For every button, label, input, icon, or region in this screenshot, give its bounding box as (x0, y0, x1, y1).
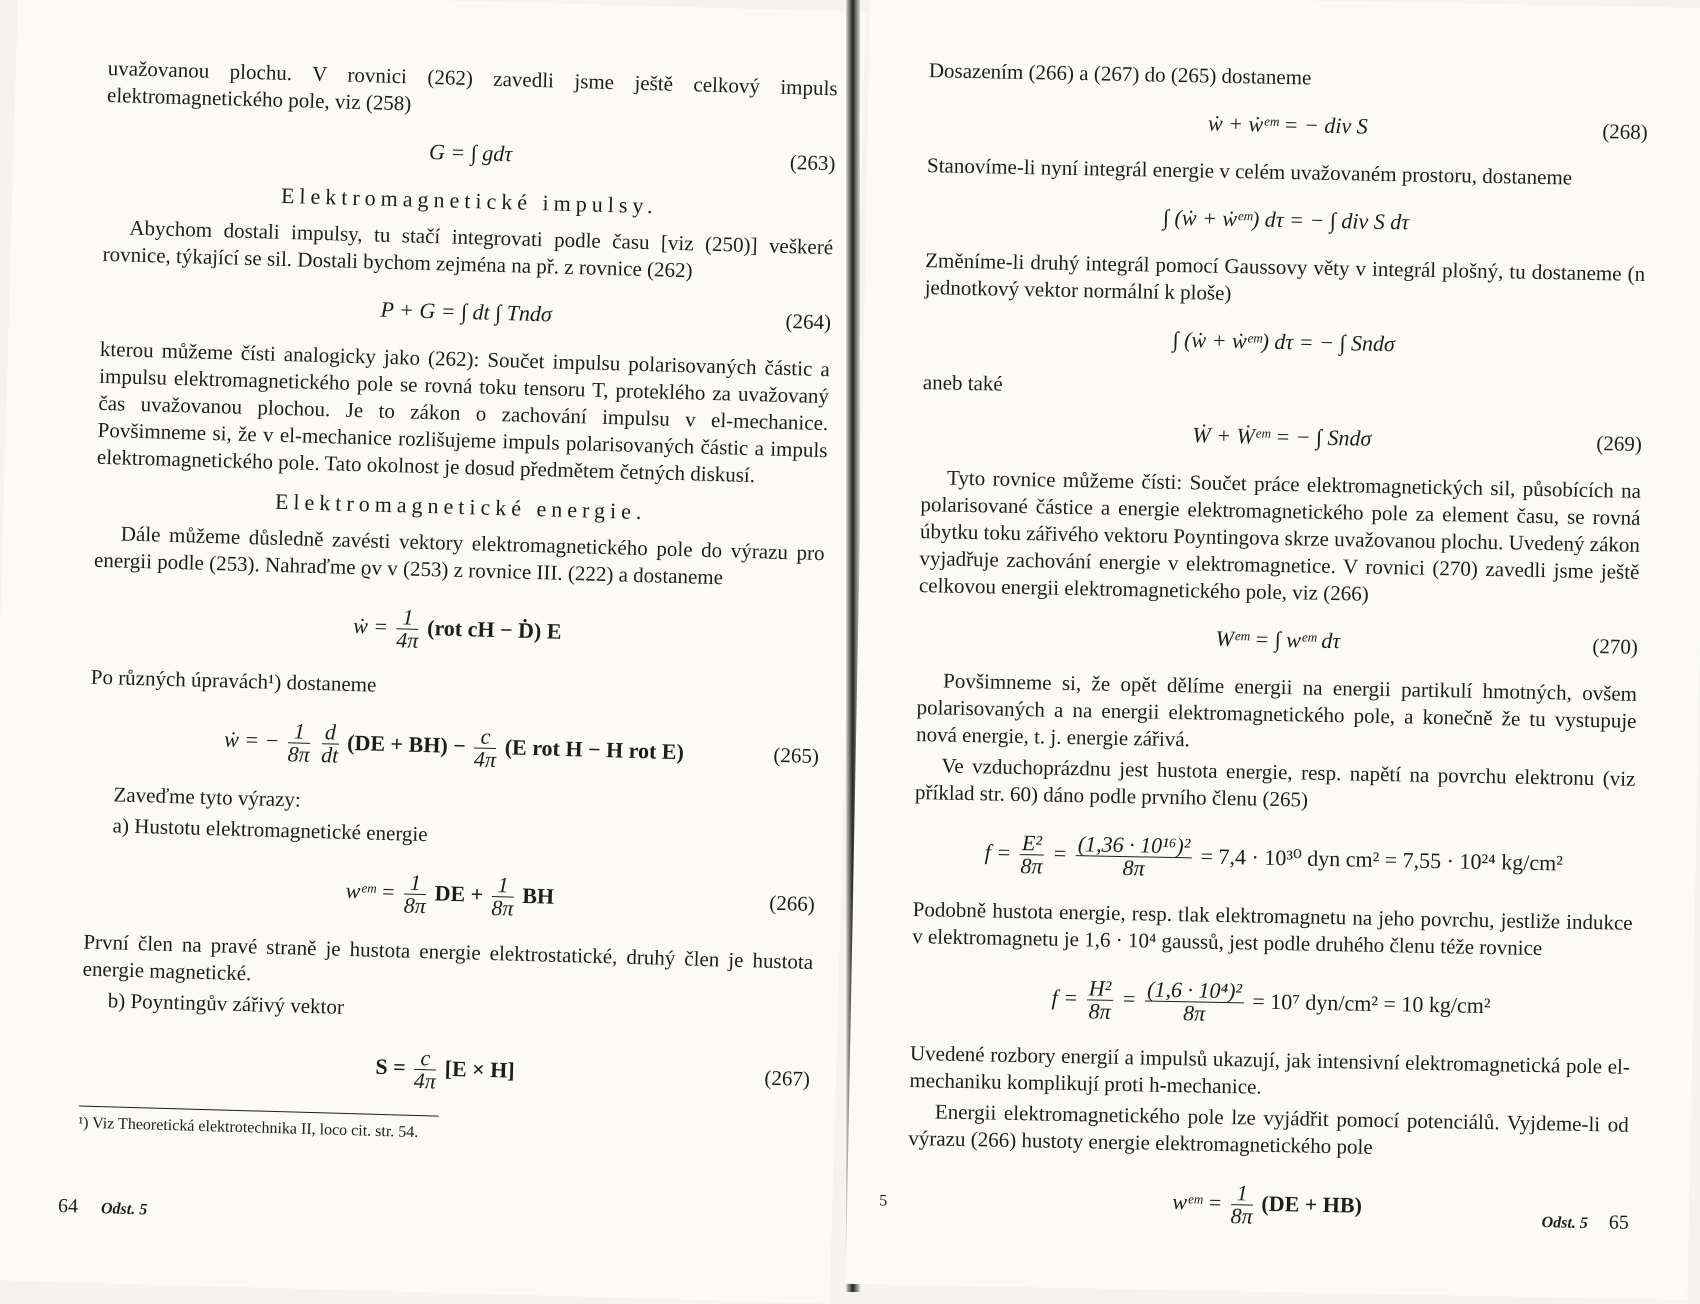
page-number: 65 (1608, 1211, 1630, 1234)
paragraph: Podobně hustota energie, resp. tlak elektromagnetu na jeho povrchu, jestliže indukce v elektromagnetu je 1,6 · 10⁴ gaussů, jest podle druhého členu téže rovnice (912, 897, 1633, 961)
paragraph: Dosazením (266) a (267) do (265) dostaneme (928, 58, 1312, 90)
denominator: 4π (473, 746, 497, 773)
right-page-content (906, 57, 1649, 1256)
denominator: 8π (1020, 853, 1043, 879)
signature-mark: 5 (878, 1192, 888, 1210)
paragraph: b) Poyntingův zářivý vektor (107, 988, 345, 1019)
equation-number: (268) (1602, 119, 1649, 144)
numerator: 1 (492, 874, 515, 898)
equation-part: (DE + HB) (1261, 1190, 1363, 1218)
fraction (1086, 975, 1113, 1025)
equation-body: P + G = ∫ dt ∫ Tndσ (380, 296, 553, 327)
section-heading: Elektromagnetické energie. (274, 488, 647, 525)
equation-part: ẇ = (352, 613, 389, 639)
equation-part: BH (521, 882, 555, 909)
equation-269 (922, 408, 1643, 466)
equation-part: wᵉᵐ = (1172, 1189, 1223, 1216)
denominator: 8π (491, 895, 514, 922)
equation-part: = 7,4 · 10³⁰ dyn cm² = 7,55 · 10²⁴ kg/cm² (1200, 843, 1564, 876)
fraction (491, 874, 514, 920)
numerator: 1 (1231, 1183, 1253, 1206)
equation-number: (265) (773, 742, 820, 769)
paragraph: kterou můžeme čísti analogicky jako (262): Součet impulsu polarisovaných částic a impulsu elektromagnetického pole se rovná toku tensoru T, proteklého za uvažovaný čas uvažovanou plochou. Je to zákon o zachování impulsu v el-mechanice. Povšimneme si, že v el-mechanice rozlišujeme impuls polarisovaných částic a impuls elektromagnetického pole. Tato okolnost je dosud předmětem četných diskusí. (96, 336, 831, 488)
denominator: 8π (403, 892, 427, 919)
equation-energy-integral (926, 191, 1647, 249)
numerator: E² (1021, 830, 1043, 856)
equation-part: ẇ = − (223, 726, 280, 754)
denominator: 8π (1182, 1000, 1206, 1027)
denominator: 4π (413, 1068, 437, 1094)
equation-body: Ẇ + Ẇᵉᵐ = − ∫ Sndσ (1192, 422, 1372, 451)
equation-body: G = ∫ gdτ (428, 138, 513, 167)
equation-part: = 10⁷ dyn/cm² = 10 kg/cm² (1252, 988, 1491, 1019)
equation-number: (266) (768, 890, 816, 917)
fraction (1230, 1180, 1253, 1230)
left-page-content (78, 55, 838, 1155)
equation-270 (918, 611, 1639, 669)
fraction (474, 726, 497, 772)
equation-265 (88, 703, 820, 789)
paragraph: Po různých úpravách¹) dostaneme (90, 664, 377, 697)
numerator: 1 (397, 607, 420, 631)
equation-part: f = (984, 839, 1012, 865)
equation-263 (105, 121, 836, 185)
page-footer (58, 1195, 148, 1220)
fraction (395, 604, 419, 654)
equation-264 (101, 280, 832, 344)
equation-part: S = (375, 1053, 407, 1080)
paragraph: Abychom dostali impulsy, tu stačí integrovati podle času [viz (250)] veškeré rovnice, týkající se sil. Dostali bychom zejména na př. z rovnice (262) (102, 215, 834, 283)
equation-part: [E × H] (444, 1055, 516, 1083)
equation-number: (267) (764, 1065, 811, 1091)
numerator: 1 (288, 721, 311, 745)
footnote: ¹) Viz Theoretická elektrotechnika II, loco cit. str. 54. (78, 1114, 419, 1142)
numerator: d (322, 722, 340, 745)
equation-body: Wᵉᵐ = ∫ wᵉᵐ dτ (1215, 625, 1341, 654)
equation-266 (84, 851, 816, 937)
equation-number: (263) (789, 150, 836, 176)
denominator: dt (320, 742, 339, 769)
equation-number: (264) (785, 308, 832, 335)
equation-energy-density (907, 1164, 1628, 1244)
equation-w-dot (92, 586, 824, 672)
equation-267 (79, 1026, 811, 1112)
paragraph: Ve vzduchoprázdnu jest hustota energie, resp. napětí na povrchu elektronu (viz příklad str. 60) dáno podle prvního členu (265) (914, 753, 1636, 812)
equation-magnet-pressure (910, 962, 1631, 1042)
equation-part: DE + (434, 880, 484, 907)
paragraph: Stanovíme-li nyní integrál energie v celém uvažovaném prostoru, dostaneme (926, 153, 1573, 190)
fraction (404, 872, 427, 918)
denominator: 8π (1122, 855, 1145, 881)
denominator: 4π (395, 627, 419, 654)
right-page (846, 0, 1700, 1300)
equation-268 (928, 96, 1649, 154)
page-number: 64 (57, 1195, 79, 1218)
paragraph: První člen na pravé straně je hustota energie elektrostatické, druhý člen je hustota energie magnetické. (82, 929, 814, 986)
equation-part: f = (1051, 984, 1079, 1011)
equation-body: ∫ (ẇ + ẇᵉᵐ) dτ = − ∫ div S dτ (1162, 204, 1410, 235)
paragraph: uvažovanou plochu. V rovnici (262) zavedli jsme ještě celkový impuls elektromagnetického pole, viz (258) (106, 55, 838, 116)
fraction (1144, 976, 1244, 1027)
equation-electron-pressure (913, 818, 1634, 898)
denominator: 8π (1088, 998, 1111, 1025)
paragraph: Povšimneme si, že opět dělíme energii na energii partikulí hmotných, ovšem polarisovaných a na energii elektromagnetického pole, a konečně že tu vystupuje nová energie, t. j. energie zářivá. (915, 668, 1638, 752)
fraction (287, 718, 311, 768)
equation-part: wᵉᵐ = (345, 877, 397, 905)
numerator: H² (1088, 975, 1112, 1002)
denominator: 8π (287, 741, 311, 768)
numerator: 1 (404, 872, 427, 896)
equation-number: (270) (1592, 634, 1639, 659)
denominator: 8π (1230, 1203, 1253, 1230)
paragraph: aneb také (922, 370, 1003, 396)
numerator: (1,36 · 10¹⁶)² (1077, 831, 1191, 859)
equation-body: ẇ + ẇᵉᵐ = − div S (1207, 110, 1368, 139)
equation-part: = (1121, 986, 1137, 1012)
section-heading: Elektromagnetické impulsy. (280, 182, 658, 219)
numerator: c (414, 1047, 437, 1071)
paragraph: Dále můžeme důsledně zavésti vektory elektromagnetického pole do výrazu pro energii podle (253). Nahraďme ϱv v (253) z rovnice III. (222) a dostaneme (93, 521, 825, 590)
fraction (1075, 831, 1192, 881)
equation-gauss (923, 313, 1644, 371)
numerator: c (474, 726, 497, 750)
paragraph: Energii elektromagnetického pole lze vyjádřit pomocí potenciálů. Vyjdeme-li od výrazu (266) hustoty energie elektromagnetického pole (908, 1099, 1629, 1159)
fraction (1019, 830, 1044, 879)
equation-part: (E rot H − H rot E) (504, 734, 685, 765)
paragraph: a) Hustotu elektromagnetické energie (112, 813, 428, 847)
equation-part: (rot cH − Ḋ) E (426, 615, 562, 644)
paragraph: Tyto rovnice můžeme čísti: Součet práce elektromagnetických sil, působících na polarisované částice a energie elektromagnetického pole za element času, se rovná úbytku toku zářivého vektoru Poyntingova skrze uvažovanou plochu. Uvedený zákon vyjadřuje zachování energie v elektromagnetice. V rovnici (270) zavedli jsme ještě celkovou energii elektromagnetického pole, viz (266) (918, 465, 1642, 606)
fraction (413, 1047, 436, 1093)
paragraph: Uvedené rozbory energií a impulsů ukazují, jak intensivní elektromagnetická pole el-mechaniku komplikují proti h-mechanice. (909, 1040, 1631, 1099)
equation-body: ∫ (ẇ + ẇᵉᵐ) dτ = − ∫ Sndσ (1172, 326, 1396, 357)
equation-part: = (1052, 840, 1068, 866)
paragraph: Zaveďme tyto výrazy: (113, 782, 302, 812)
numerator: (1,6 · 10⁴)² (1146, 976, 1243, 1004)
fraction (320, 719, 339, 769)
page-footer (1541, 1210, 1629, 1235)
section-marker: Odst. 5 (100, 1200, 148, 1219)
equation-number: (269) (1596, 431, 1643, 456)
section-marker: Odst. 5 (1541, 1214, 1589, 1233)
paragraph: Změníme-li druhý integrál pomocí Gaussovy věty v integrál plošný, tu dostaneme (n jednotkový vektor normální k ploše) (924, 248, 1646, 306)
equation-part: (DE + BH) − (346, 729, 467, 759)
